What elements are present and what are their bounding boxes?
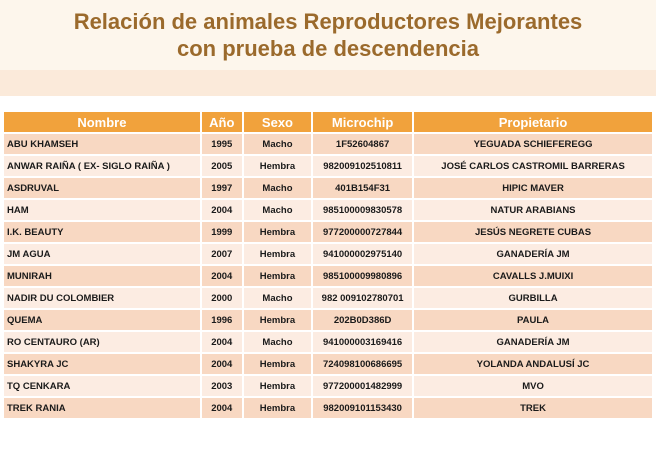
cell-propietario: HIPIC MAVER <box>414 178 652 198</box>
cell-nombre: TREK RANIA <box>4 398 200 418</box>
cell-sexo: Macho <box>244 288 311 308</box>
decorative-band <box>0 70 656 96</box>
cell-microchip: 985100009980896 <box>313 266 412 286</box>
table-row <box>4 398 652 418</box>
cell-nombre: ABU KHAMSEH <box>4 134 200 154</box>
cell-sexo: Macho <box>244 134 311 154</box>
cell-microchip: 977200001482999 <box>313 376 412 396</box>
cell-propietario: MVO <box>414 376 652 396</box>
table-row <box>4 200 652 220</box>
table-row <box>4 156 652 176</box>
cell-ano: 2007 <box>202 244 242 264</box>
cell-nombre: QUEMA <box>4 310 200 330</box>
cell-microchip: 724098100686695 <box>313 354 412 374</box>
title-line-1: Relación de animales Reproductores Mejorantes <box>73 9 583 34</box>
table-row <box>4 310 652 330</box>
cell-sexo: Macho <box>244 200 311 220</box>
cell-ano: 2004 <box>202 332 242 352</box>
table-body <box>4 134 652 418</box>
cell-ano: 1997 <box>202 178 242 198</box>
cell-ano: 2004 <box>202 200 242 220</box>
cell-sexo: Hembra <box>244 310 311 330</box>
header-propietario: Propietario <box>414 112 652 132</box>
cell-propietario: GURBILLA <box>414 288 652 308</box>
cell-sexo: Hembra <box>244 222 311 242</box>
cell-nombre: HAM <box>4 200 200 220</box>
header-sexo: Sexo <box>244 112 311 132</box>
cell-microchip: 982009101153430 <box>313 398 412 418</box>
cell-propietario: PAULA <box>414 310 652 330</box>
cell-microchip: 941000002975140 <box>313 244 412 264</box>
cell-nombre: ANWAR RAIÑA ( EX- SIGLO RAIÑA ) <box>4 156 200 176</box>
cell-propietario: GANADERÍA JM <box>414 332 652 352</box>
table-row <box>4 354 652 374</box>
cell-propietario: TREK <box>414 398 652 418</box>
cell-ano: 2004 <box>202 398 242 418</box>
cell-nombre: RO CENTAURO (AR) <box>4 332 200 352</box>
cell-propietario: YEGUADA SCHIEFEREGG <box>414 134 652 154</box>
page-title <box>0 8 656 62</box>
table-row <box>4 134 652 154</box>
header-microchip: Microchip <box>313 112 412 132</box>
table-header-row <box>4 112 652 132</box>
cell-microchip: 1F52604867 <box>313 134 412 154</box>
table-row <box>4 332 652 352</box>
spacer <box>0 96 656 110</box>
table-row <box>4 376 652 396</box>
cell-microchip: 982 009102780701 <box>313 288 412 308</box>
cell-propietario: NATUR ARABIANS <box>414 200 652 220</box>
cell-propietario: JESÚS NEGRETE CUBAS <box>414 222 652 242</box>
cell-propietario: GANADERÍA JM <box>414 244 652 264</box>
cell-nombre: SHAKYRA JC <box>4 354 200 374</box>
table-row <box>4 222 652 242</box>
cell-nombre: MUNIRAH <box>4 266 200 286</box>
cell-microchip: 202B0D386D <box>313 310 412 330</box>
cell-nombre: I.K. BEAUTY <box>4 222 200 242</box>
cell-sexo: Hembra <box>244 398 311 418</box>
cell-nombre: ASDRUVAL <box>4 178 200 198</box>
cell-propietario: JOSÉ CARLOS CASTROMIL BARRERAS <box>414 156 652 176</box>
title-line-2: con prueba de descendencia <box>177 36 479 61</box>
cell-ano: 1995 <box>202 134 242 154</box>
cell-nombre: TQ CENKARA <box>4 376 200 396</box>
cell-microchip: 941000003169416 <box>313 332 412 352</box>
stallions-table <box>2 110 654 420</box>
cell-ano: 2005 <box>202 156 242 176</box>
cell-ano: 2004 <box>202 266 242 286</box>
table-row <box>4 288 652 308</box>
cell-microchip: 985100009830578 <box>313 200 412 220</box>
header-nombre: Nombre <box>4 112 200 132</box>
cell-ano: 2000 <box>202 288 242 308</box>
cell-propietario: YOLANDA ANDALUSÍ JC <box>414 354 652 374</box>
cell-ano: 2003 <box>202 376 242 396</box>
cell-sexo: Hembra <box>244 266 311 286</box>
cell-sexo: Hembra <box>244 354 311 374</box>
cell-ano: 1996 <box>202 310 242 330</box>
cell-microchip: 401B154F31 <box>313 178 412 198</box>
cell-propietario: CAVALLS J.MUIXI <box>414 266 652 286</box>
cell-nombre: NADIR DU COLOMBIER <box>4 288 200 308</box>
cell-sexo: Hembra <box>244 376 311 396</box>
cell-sexo: Hembra <box>244 156 311 176</box>
table-row <box>4 244 652 264</box>
table-row <box>4 178 652 198</box>
cell-nombre: JM AGUA <box>4 244 200 264</box>
cell-microchip: 982009102510811 <box>313 156 412 176</box>
cell-ano: 2004 <box>202 354 242 374</box>
cell-ano: 1999 <box>202 222 242 242</box>
table-row <box>4 266 652 286</box>
cell-sexo: Macho <box>244 178 311 198</box>
cell-sexo: Macho <box>244 332 311 352</box>
cell-sexo: Hembra <box>244 244 311 264</box>
cell-microchip: 977200000727844 <box>313 222 412 242</box>
header-ano: Año <box>202 112 242 132</box>
